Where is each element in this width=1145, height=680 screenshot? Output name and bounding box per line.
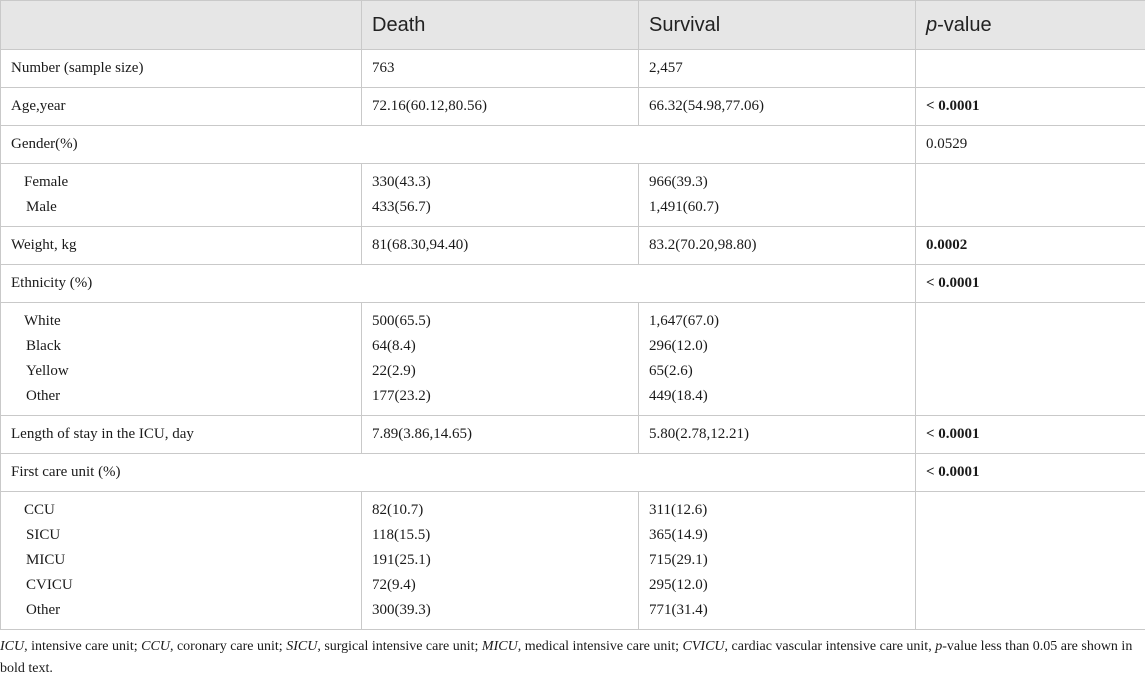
death-value: 191(25.1) xyxy=(372,548,628,573)
p-value: < 0.0001 xyxy=(916,265,1145,303)
p-value: 0.0002 xyxy=(916,227,1145,265)
death-value: 330(43.3) xyxy=(372,170,628,195)
footnote-abbr: MICU xyxy=(482,639,518,654)
footnote-p-italic: p xyxy=(935,639,942,654)
death-value: 763 xyxy=(362,50,639,88)
sub-label: Black xyxy=(11,334,351,359)
survival-value: 311(12.6) xyxy=(649,498,905,523)
death-value: 72(9.4) xyxy=(372,573,628,598)
sub-label: CVICU xyxy=(11,573,351,598)
survival-value: 295(12.0) xyxy=(649,573,905,598)
sub-labels xyxy=(1,164,362,227)
sub-labels xyxy=(1,303,362,416)
sub-label: CCU xyxy=(11,498,351,523)
group-label: Ethnicity (%) xyxy=(1,265,916,303)
footnote-def: , medical intensive care unit; xyxy=(518,639,683,654)
survival-value: 771(31.4) xyxy=(649,598,905,623)
header-p-italic: p xyxy=(926,14,937,36)
death-value: 118(15.5) xyxy=(372,523,628,548)
p-value xyxy=(916,50,1145,88)
group-label: Gender(%) xyxy=(1,126,916,164)
p-value: < 0.0001 xyxy=(916,88,1145,126)
survival-values xyxy=(639,303,916,416)
survival-value: 966(39.3) xyxy=(649,170,905,195)
table-row xyxy=(1,88,1145,126)
death-value: 300(39.3) xyxy=(372,598,628,623)
sub-label: Other xyxy=(11,384,351,409)
sub-label: Yellow xyxy=(11,359,351,384)
p-value: 0.0529 xyxy=(916,126,1145,164)
death-value: 81(68.30,94.40) xyxy=(362,227,639,265)
table-row xyxy=(1,416,1145,454)
table-row xyxy=(1,50,1145,88)
table-row xyxy=(1,227,1145,265)
survival-values xyxy=(639,164,916,227)
death-values xyxy=(362,303,639,416)
survival-value: 1,491(60.7) xyxy=(649,195,905,220)
footnote-abbr: CCU xyxy=(141,639,170,654)
row-label: Weight, kg xyxy=(1,227,362,265)
row-label: Length of stay in the ICU, day xyxy=(1,416,362,454)
survival-value: 365(14.9) xyxy=(649,523,905,548)
p-value: < 0.0001 xyxy=(916,454,1145,492)
table-row-group xyxy=(1,303,1145,416)
p-value-empty xyxy=(916,492,1145,630)
table-row xyxy=(1,265,1145,303)
sub-label: Other xyxy=(11,598,351,623)
footnote-p-rest: -value less than 0.05 are shown in bold text. xyxy=(0,639,1132,676)
death-value: 64(8.4) xyxy=(372,334,628,359)
survival-value: 83.2(70.20,98.80) xyxy=(639,227,916,265)
table-row xyxy=(1,454,1145,492)
footnote-def: , intensive care unit; xyxy=(24,639,141,654)
row-label: Age,year xyxy=(1,88,362,126)
death-value: 22(2.9) xyxy=(372,359,628,384)
sub-label: Female xyxy=(11,170,351,195)
death-value: 82(10.7) xyxy=(372,498,628,523)
footnote-abbr: CVICU xyxy=(683,639,725,654)
survival-value: 296(12.0) xyxy=(649,334,905,359)
footnote-def: , surgical intensive care unit; xyxy=(317,639,482,654)
death-values xyxy=(362,492,639,630)
survival-value: 715(29.1) xyxy=(649,548,905,573)
footnote-def: , coronary care unit; xyxy=(170,639,286,654)
survival-value: 449(18.4) xyxy=(649,384,905,409)
death-value: 177(23.2) xyxy=(372,384,628,409)
death-value: 500(65.5) xyxy=(372,309,628,334)
sub-label: SICU xyxy=(11,523,351,548)
sub-label: Male xyxy=(11,195,351,220)
survival-value: 66.32(54.98,77.06) xyxy=(639,88,916,126)
p-value-empty xyxy=(916,303,1145,416)
footnote-abbr: ICU xyxy=(0,639,24,654)
table-row-group xyxy=(1,164,1145,227)
death-values xyxy=(362,164,639,227)
row-label: Number (sample size) xyxy=(1,50,362,88)
table-footnote xyxy=(0,630,1140,680)
table-row-group xyxy=(1,492,1145,630)
survival-value: 1,647(67.0) xyxy=(649,309,905,334)
table-row xyxy=(1,126,1145,164)
group-label: First care unit (%) xyxy=(1,454,916,492)
footnote-abbr: SICU xyxy=(286,639,317,654)
sub-labels xyxy=(1,492,362,630)
death-value: 72.16(60.12,80.56) xyxy=(362,88,639,126)
header-p-rest: -value xyxy=(937,14,991,36)
survival-value: 2,457 xyxy=(639,50,916,88)
header-survival: Survival xyxy=(639,1,916,50)
death-value: 7.89(3.86,14.65) xyxy=(362,416,639,454)
p-value-empty xyxy=(916,164,1145,227)
table-header-row xyxy=(1,1,1145,50)
header-p-value xyxy=(916,1,1145,50)
header-variable xyxy=(1,1,362,50)
survival-value: 65(2.6) xyxy=(649,359,905,384)
death-value: 433(56.7) xyxy=(372,195,628,220)
header-death: Death xyxy=(362,1,639,50)
p-value: < 0.0001 xyxy=(916,416,1145,454)
footnote-def: , cardiac vascular intensive care unit, xyxy=(725,639,936,654)
survival-value: 5.80(2.78,12.21) xyxy=(639,416,916,454)
sub-label: White xyxy=(11,309,351,334)
survival-values xyxy=(639,492,916,630)
sub-label: MICU xyxy=(11,548,351,573)
